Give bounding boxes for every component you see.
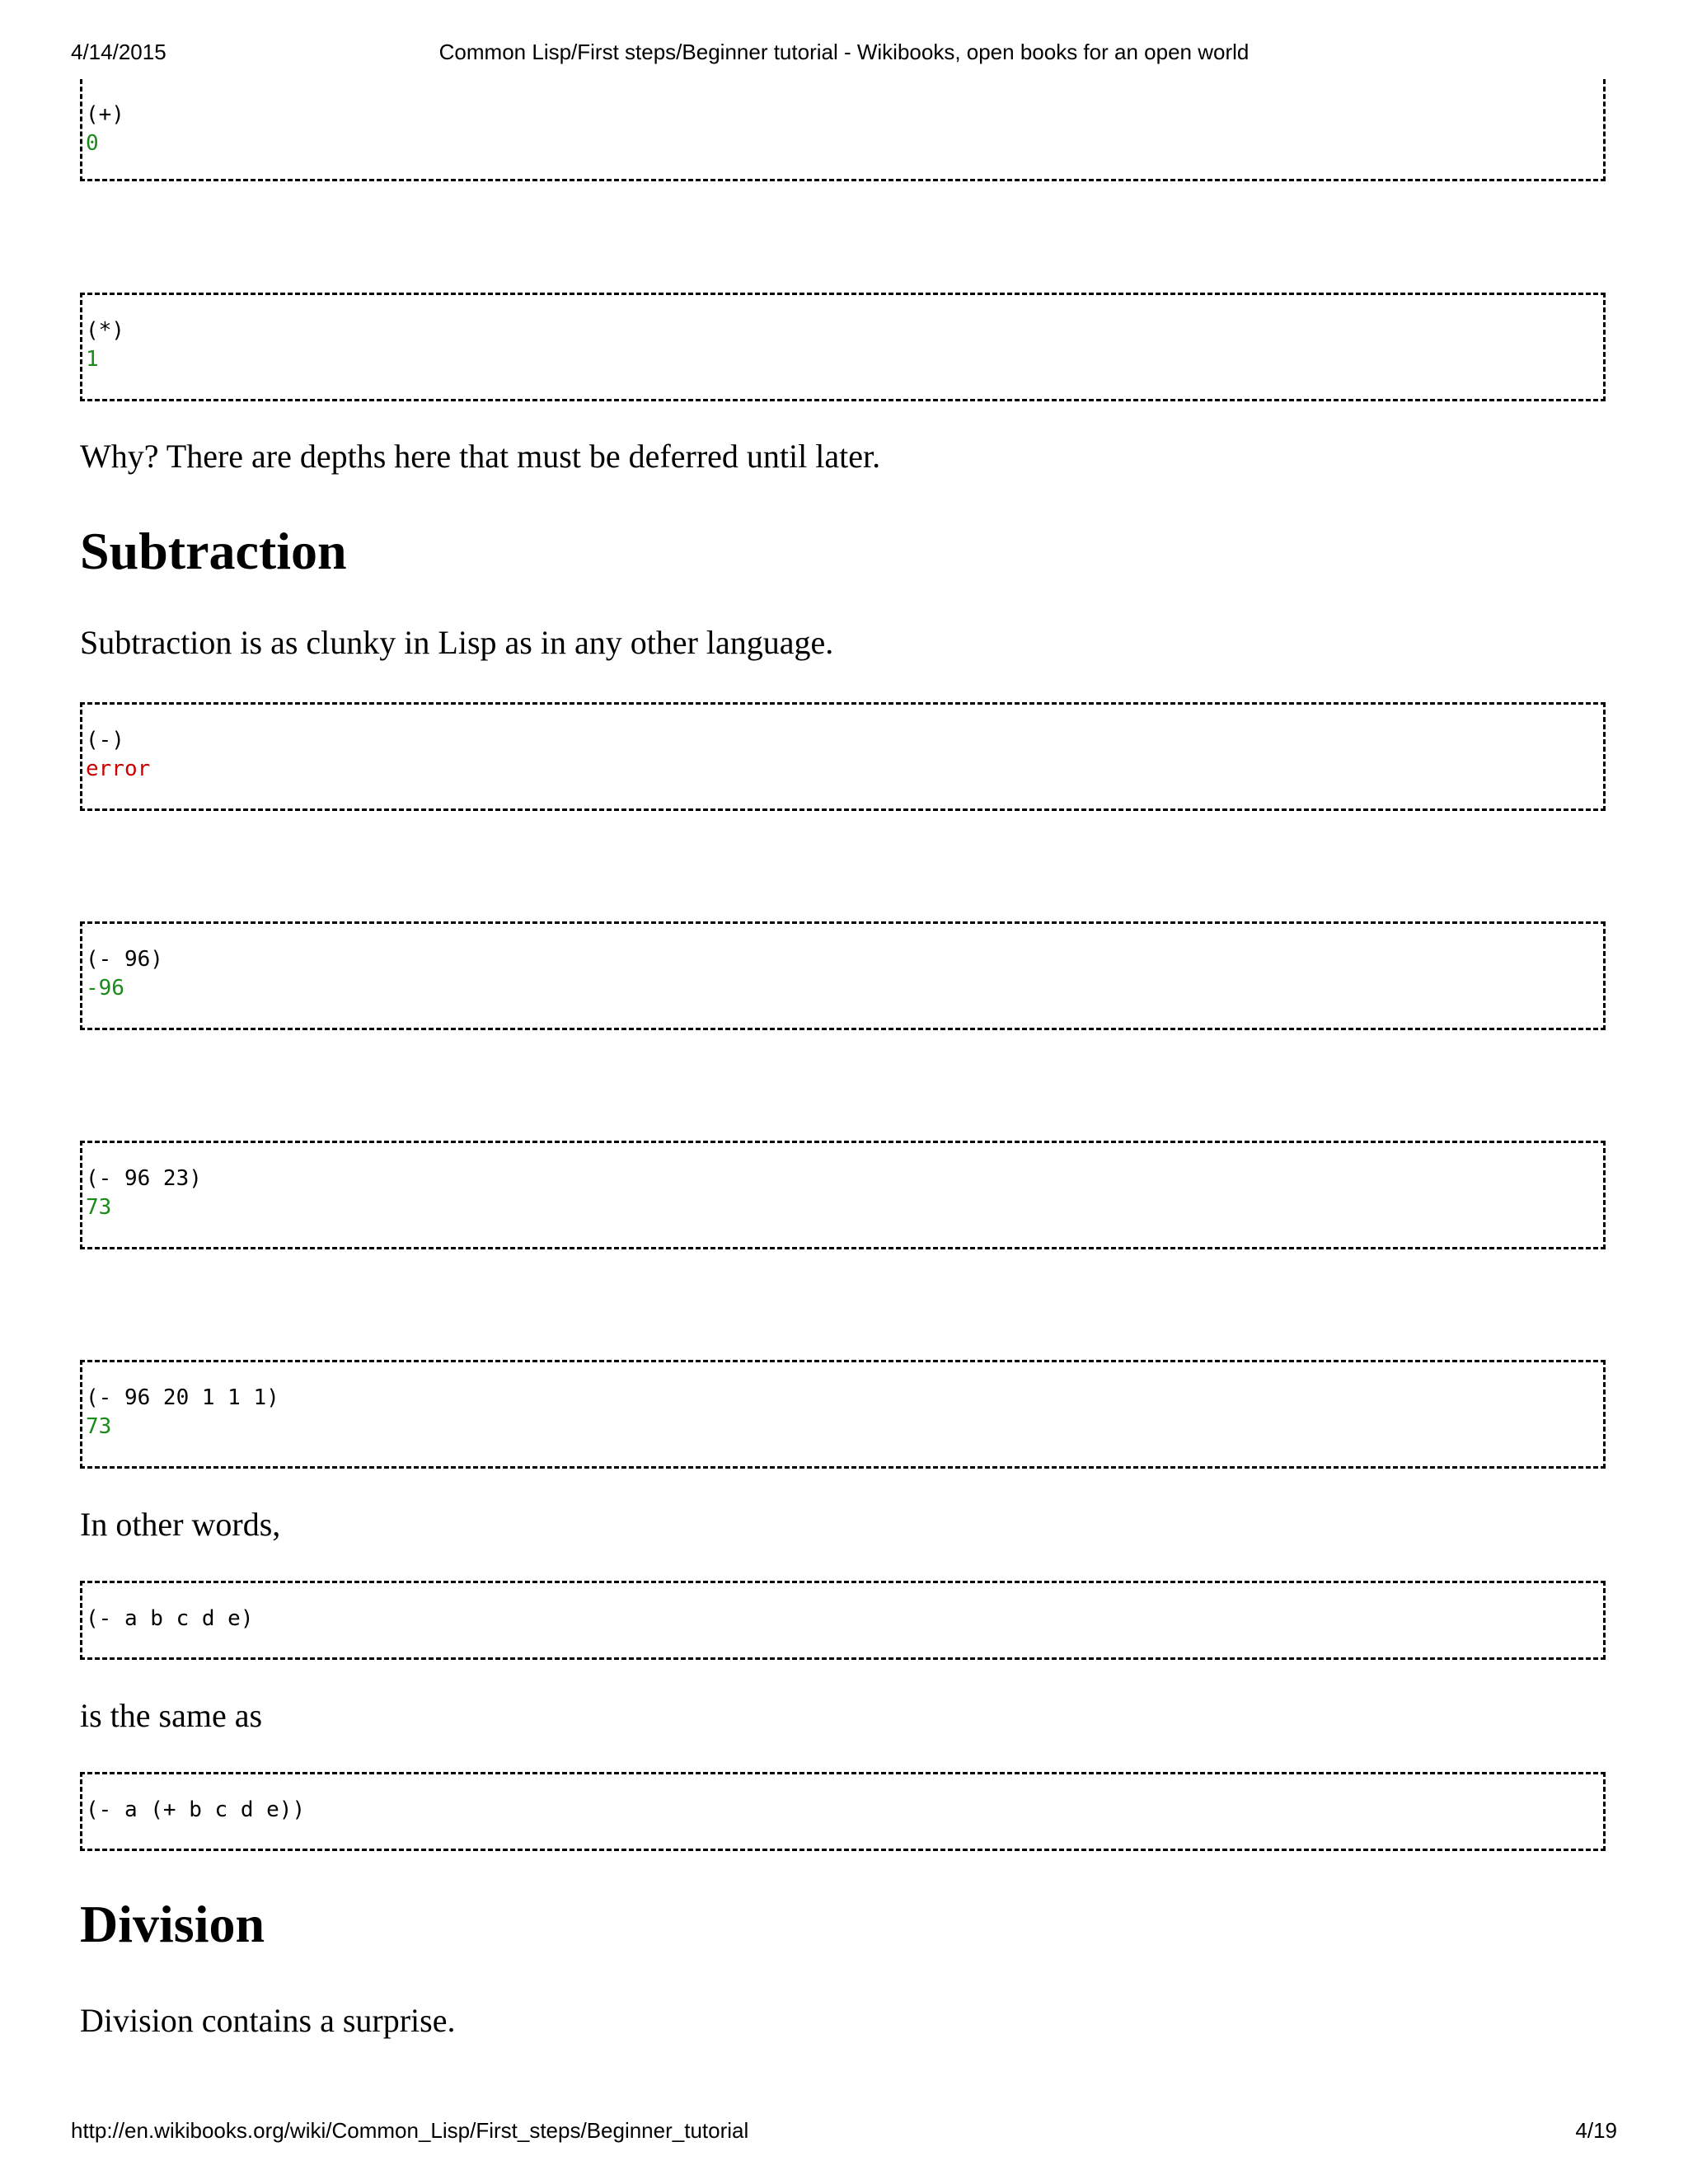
code-input: (-) [86,728,124,752]
print-page-number: 4/19 [1575,2118,1617,2143]
code-block-minus-empty [80,702,1606,811]
code-input: (- a b c d e) [86,1606,254,1631]
code-block-times [80,293,1606,401]
code-input: (- 96) [86,947,163,972]
print-url: http://en.wikibooks.org/wiki/Common_Lisp/First_steps/Beginner_tutorial [71,2118,749,2143]
code-input: (*) [86,318,124,343]
code-input: (- 96 20 1 1 1) [86,1385,279,1410]
code-output: 73 [86,1414,112,1439]
paragraph-division: Division contains a surprise. [80,2002,456,2039]
code-output: 73 [86,1195,112,1220]
code-block-general [80,1581,1606,1660]
paragraph-same-as: is the same as [80,1697,263,1734]
code-output: 0 [86,131,99,156]
code-output-error: error [86,757,151,781]
print-page-title: Common Lisp/First steps/Beginner tutorial - Wikibooks, open books for an open world [438,40,1250,64]
code-output: 1 [86,347,99,372]
code-block-minus-many [80,1360,1606,1469]
heading-division: Division [80,1895,265,1953]
paragraph-why: Why? There are depths here that must be deferred until later. [80,438,881,475]
paragraph-subtraction: Subtraction is as clunky in Lisp as in any other language. [80,624,834,661]
code-block-plus [80,79,1606,181]
code-block-equivalent [80,1772,1606,1851]
code-input: (- a (+ b c d e)) [86,1797,306,1822]
heading-subtraction: Subtraction [80,522,347,580]
code-output: -96 [86,976,124,1001]
print-date: 4/14/2015 [71,40,166,64]
code-input: (+) [86,102,124,127]
code-input: (- 96 23) [86,1166,202,1191]
code-block-minus-one [80,921,1606,1030]
code-block-minus-two [80,1141,1606,1249]
paragraph-other-words: In other words, [80,1506,281,1543]
